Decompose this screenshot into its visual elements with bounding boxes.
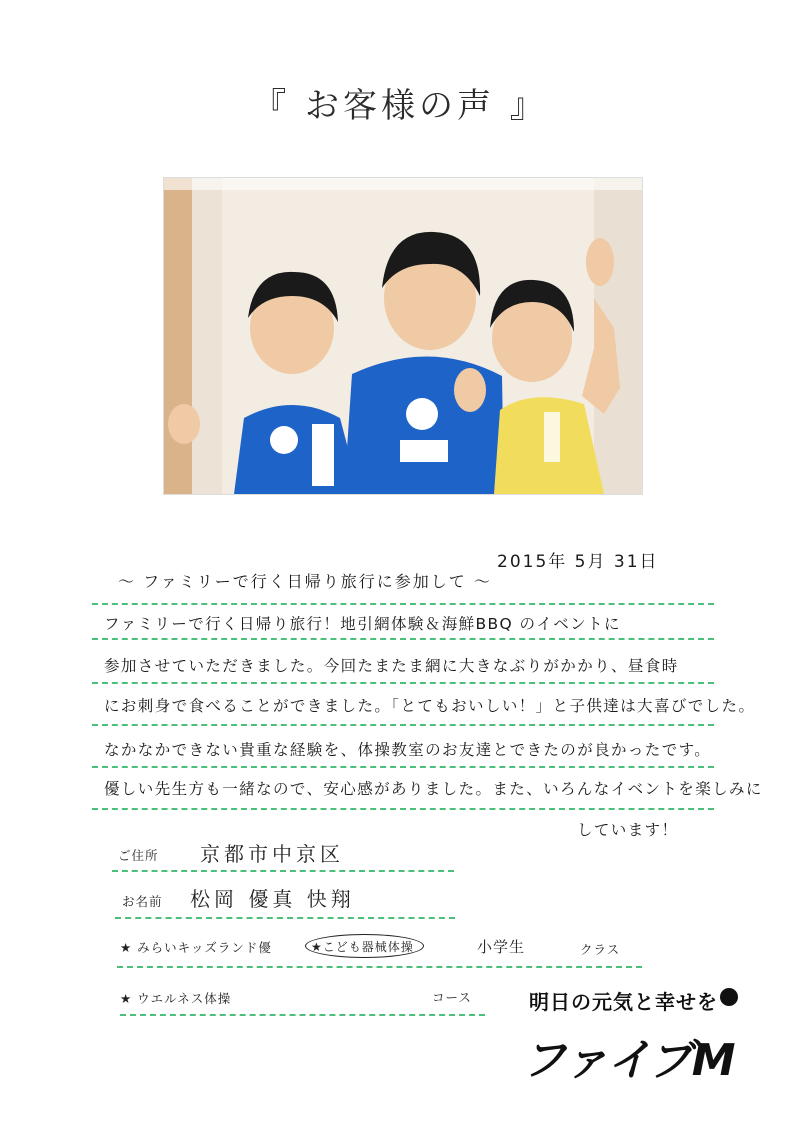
dashed-rule bbox=[92, 682, 714, 684]
course2-rule bbox=[120, 1014, 485, 1016]
dashed-rule bbox=[92, 603, 714, 605]
dashed-rule bbox=[92, 724, 714, 726]
course1-selected: ★こども器械体操 bbox=[311, 940, 414, 954]
testimonial-date: 2015年 5月 31日 bbox=[497, 552, 659, 572]
testimonial-line-4: なかなかできない貴重な経験を、体操教室のお友達とできたのが良かったです。 bbox=[104, 741, 712, 759]
dashed-rule bbox=[92, 638, 714, 640]
address-label: ご住所 bbox=[118, 848, 159, 863]
testimonial-line-1: ファミリーで行く日帰り旅行！地引網体験＆海鮮BBQ のイベントに bbox=[104, 615, 621, 633]
testimonial-line-2: 参加させていただきました。今回たまたま網に大きなぶりがかかり、昼食時 bbox=[104, 657, 679, 675]
name-label: お名前 bbox=[122, 894, 163, 909]
logo-dot-icon bbox=[718, 986, 740, 1008]
course2-label: ★ ウエルネス体操 bbox=[120, 991, 232, 1006]
dashed-rule bbox=[92, 766, 714, 768]
grade-value: 小学生 bbox=[477, 938, 526, 956]
brand-logo: ファイブM bbox=[522, 1035, 735, 1086]
name-value: 松岡 優真 快翔 bbox=[190, 887, 355, 911]
name-rule bbox=[115, 917, 455, 919]
course1-rule bbox=[117, 966, 642, 968]
slogan: 明日の元気と幸せを bbox=[529, 990, 718, 1014]
class-label: クラス bbox=[580, 942, 621, 957]
testimonial-line-end: しています！ bbox=[577, 821, 679, 839]
dashed-rule bbox=[92, 808, 714, 810]
testimonial-line-5: 優しい先生方も一緒なので、安心感がありました。また、いろんなイベントを楽しみに bbox=[104, 780, 763, 798]
course1-label: ★ みらいキッズランド優 bbox=[120, 940, 272, 955]
course-label: コース bbox=[432, 990, 472, 1005]
testimonial-line-3: にお刺身で食べることができました。「とてもおいしい！」と子供達は大喜びでした。 bbox=[104, 697, 756, 715]
address-rule bbox=[112, 870, 454, 872]
children-photo bbox=[163, 177, 643, 495]
testimonial-subtitle: ～ ファミリーで行く日帰り旅行に参加して ～ bbox=[118, 572, 492, 591]
photo-illustration bbox=[164, 178, 642, 494]
address-value: 京都市中京区 bbox=[200, 842, 344, 866]
page-title: 『 お客様の声 』 bbox=[252, 86, 548, 126]
